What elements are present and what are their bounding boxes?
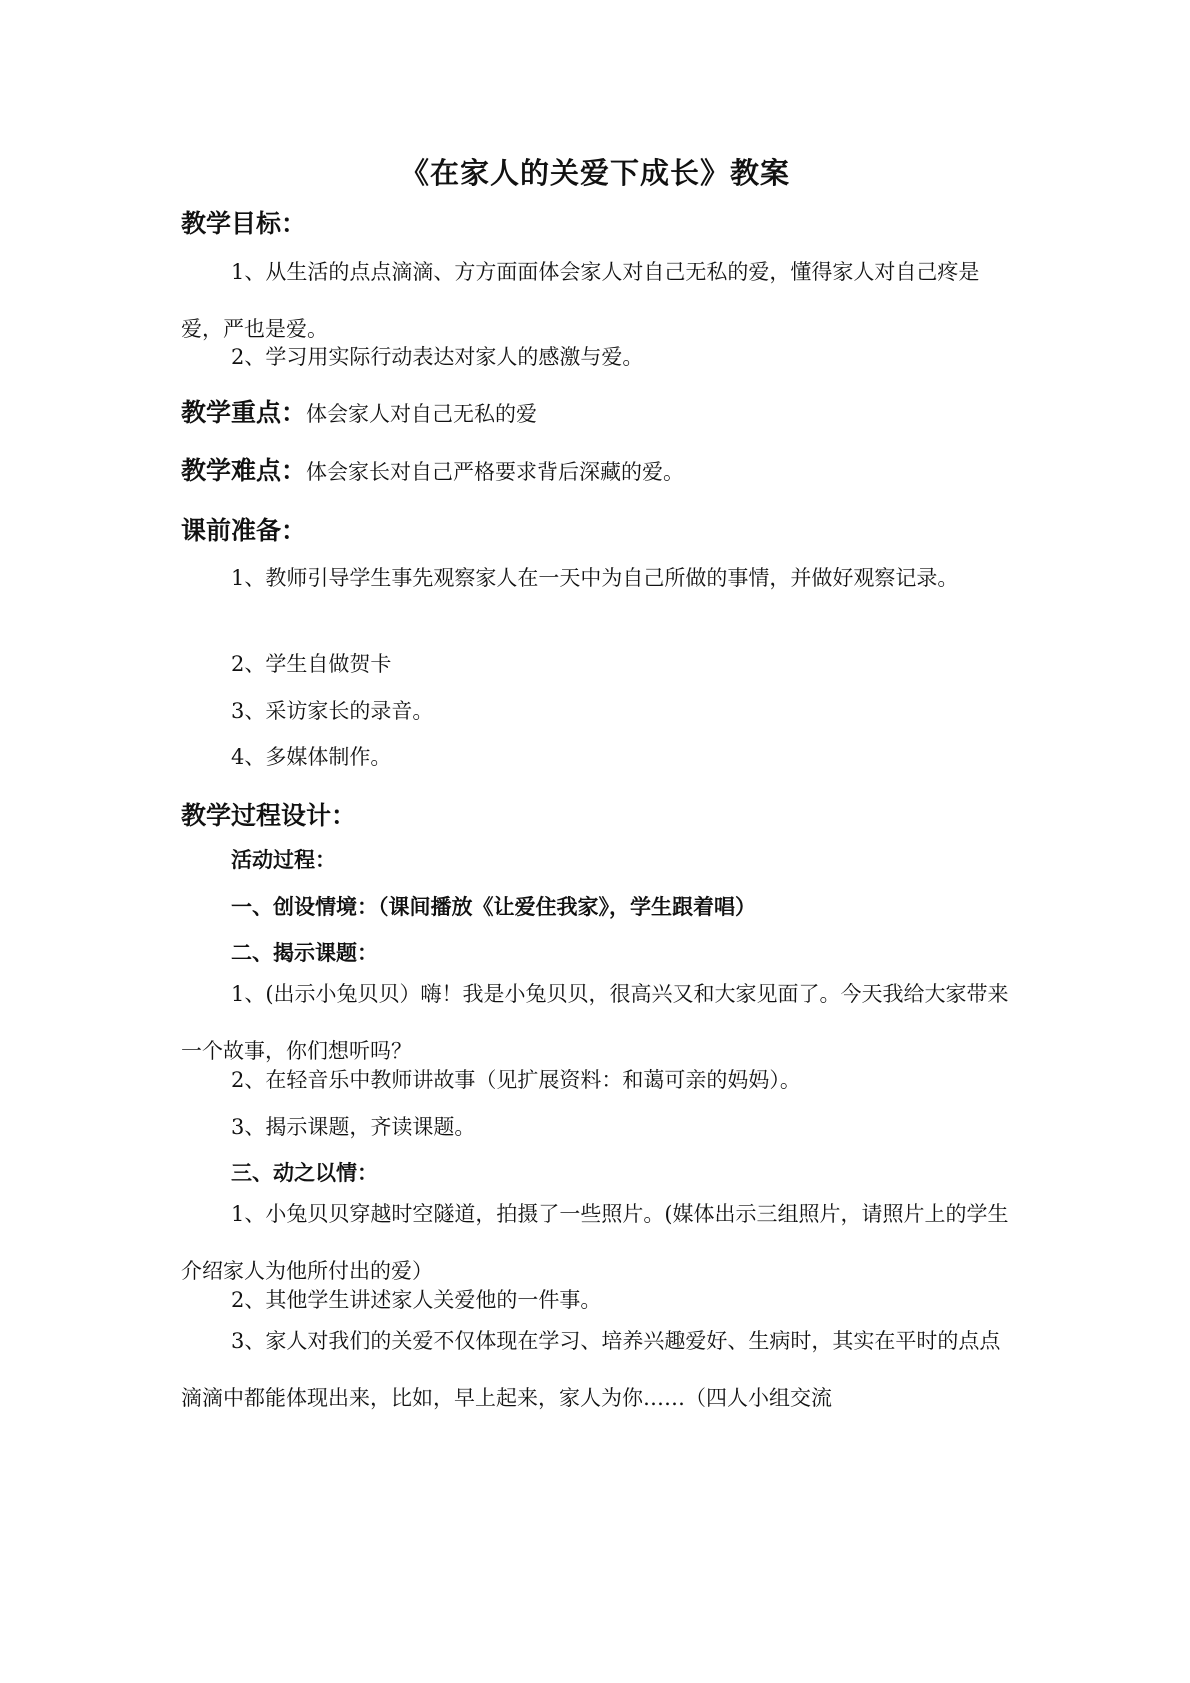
key-point-text: 体会家人对自己无私的爱 bbox=[306, 402, 538, 426]
section-3-item-2: 2、其他学生讲述家人关爱他的一件事。 bbox=[231, 1288, 602, 1312]
section-3-heading: 三、动之以情： bbox=[231, 1161, 378, 1185]
section-2-item-3: 3、揭示课题，齐读课题。 bbox=[231, 1115, 476, 1139]
difficulty-label: 教学难点： bbox=[181, 456, 307, 485]
section-2-item-2: 2、在轻音乐中教师讲故事（见扩展资料：和蔼可亲的妈妈）。 bbox=[231, 1068, 801, 1092]
goals-item-2: 2、学习用实际行动表达对家人的感激与爱。 bbox=[231, 345, 644, 369]
section-3-item-1: 1、小兔贝贝穿越时空隧道，拍摄了一些照片。(媒体出示三组照片，请照片上的学生介绍家人为他所付出的爱） bbox=[181, 1202, 1009, 1283]
difficulty-text: 体会家长对自己严格要求背后深藏的爱。 bbox=[306, 460, 685, 484]
preparation-item-4: 4、多媒体制作。 bbox=[231, 745, 392, 769]
difficulty-line bbox=[181, 455, 684, 488]
goals-item-1: 1、从生活的点点滴滴、方方面面体会家人对自己无私的爱，懂得家人对自己疼是爱，严也是爱。 bbox=[181, 260, 980, 341]
key-point-label: 教学重点： bbox=[181, 398, 307, 427]
preparation-item-2: 2、学生自做贺卡 bbox=[231, 652, 392, 676]
goals-heading: 教学目标： bbox=[181, 209, 307, 238]
section-2-item-1: 1、(出示小兔贝贝）嗨！我是小兔贝贝，很高兴又和大家见面了。今天我给大家带来一个故事，你们想听吗？ bbox=[181, 982, 1009, 1063]
process-heading: 教学过程设计： bbox=[181, 801, 357, 830]
preparation-heading: 课前准备： bbox=[181, 516, 307, 545]
key-point-line bbox=[181, 397, 537, 430]
document-title: 《在家人的关爱下成长》教案 bbox=[399, 156, 790, 190]
activity-label: 活动过程： bbox=[231, 848, 336, 872]
preparation-item-3: 3、采访家长的录音。 bbox=[231, 699, 434, 723]
section-3-item-3: 3、家人对我们的关爱不仅体现在学习、培养兴趣爱好、生病时，其实在平时的点点滴滴中都能体现出来，比如，早上起来，家人为你……（四人小组交流 bbox=[181, 1329, 1001, 1410]
section-2-heading: 二、揭示课题： bbox=[231, 941, 378, 965]
section-1-heading: 一、创设情境：（课间播放《让爱住我家》，学生跟着唱） bbox=[231, 895, 756, 919]
preparation-item-1: 1、教师引导学生事先观察家人在一天中为自己所做的事情，并做好观察记录。 bbox=[231, 566, 959, 590]
